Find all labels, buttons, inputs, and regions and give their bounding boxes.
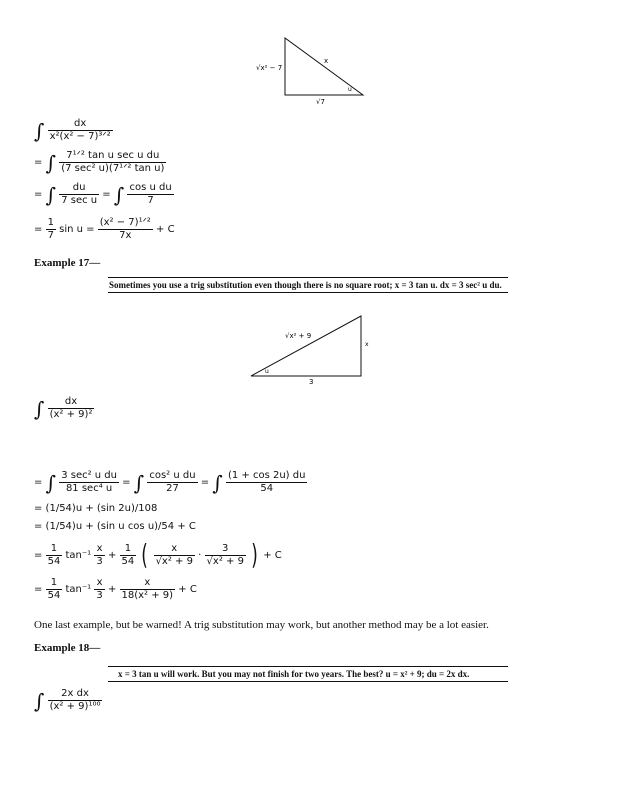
calc1-l2-den: (7 sec² u)(7¹ᐟ² tan u) bbox=[61, 163, 165, 174]
calc2-integral bbox=[34, 396, 94, 421]
example18-note-box bbox=[108, 666, 508, 682]
integral-sign: ∫ bbox=[212, 470, 223, 495]
integral-sign: ∫ bbox=[34, 396, 45, 421]
example17-note-box bbox=[108, 277, 508, 293]
calc1-l2-num: 7¹ᐟ² tan u sec u du bbox=[66, 150, 160, 161]
calc2-l4-f4-num: x bbox=[171, 542, 178, 554]
calc1-l3-den-b: 7 bbox=[127, 194, 173, 207]
example18-note-text: x = 3 tan u will work. But you may not finish for two years. The best? u = x² + 9; du = 2x dx. bbox=[118, 669, 470, 679]
integral-sign: ∫ bbox=[133, 470, 145, 495]
calc2-line5: = $\frac{1}{54}$ tan⁻¹ $\frac{x}{3}$ + $\frac{x}{\text{18(x² + 9)}}$ + C bbox=[34, 577, 197, 601]
calc2-l4-f5-num: 3 bbox=[222, 542, 229, 554]
calc1-l3-den-a: 7 sec u bbox=[61, 195, 98, 206]
calc1-l3-num-a: du bbox=[72, 182, 86, 193]
calc1-line3: = ∫ $\frac{du}{\text{7 sec u}}$ = ∫ $\frac{\text{cos u du}}{7}$ bbox=[34, 182, 172, 207]
calc2-l4-f3-den: 54 bbox=[121, 555, 135, 567]
calc1-l4-mid: sin u = bbox=[59, 224, 95, 235]
example17-note-text: Sometimes you use a trig substitution even though there is no square root; x = 3 tan u. dx = 3 sec² u du. bbox=[109, 280, 502, 290]
calc2-l5-plus: + bbox=[107, 584, 117, 595]
calc2-l5-f1-num: 1 bbox=[50, 577, 58, 588]
calc2-line1: = ∫ $\frac{\text{3 sec² u du}}{\text{81 sec⁴ u}}$ = ∫ $\frac{\text{cos² u du}}{27}$ = ∫ $\frac{(1 + \cos 2u) du}{54}$ bbox=[34, 470, 306, 495]
calc2-b-num: cos² u du bbox=[149, 470, 196, 481]
calc2-int-den: (x² + 9)² bbox=[49, 409, 93, 420]
calc1-l4-num-b: (x² − 7)¹ᐟ² bbox=[99, 217, 151, 228]
triangle1-hyp-label: x bbox=[324, 57, 329, 65]
calc1-l3-num-b: cos u du bbox=[129, 182, 172, 193]
calc2-line4: = $\frac{1}{54}$ tan⁻¹ $\frac{x}{3}$ + $\frac{1}{54}$ ( $\frac{x}{\text{√x² + 9}}$ · $\frac{3}{\text{√x² + 9}}$ ) + C bbox=[34, 538, 282, 571]
calc1-l4-den-a: 7 bbox=[47, 230, 54, 241]
calc2-l4-f1-num: 1 bbox=[50, 542, 58, 554]
calc2-l5-f2-den: 3 bbox=[96, 590, 103, 601]
integral-sign: ∫ bbox=[45, 150, 56, 175]
triangle1-bottom-label: √7 bbox=[316, 98, 325, 106]
calc2-l4-f4-den: √x² + 9 bbox=[155, 555, 193, 567]
example17-heading: Example 17— bbox=[34, 257, 101, 269]
calc2-c-num: (1 + cos 2u) du bbox=[227, 470, 306, 481]
calc2-l5-end: + C bbox=[178, 584, 197, 595]
calc2-line2: = (1/54)u + (sin 2u)/108 bbox=[34, 503, 158, 514]
integral-sign: ∫ bbox=[45, 182, 56, 207]
calc3-den: (x² + 9)¹⁰⁰ bbox=[49, 701, 101, 712]
integral-sign: ∫ bbox=[34, 688, 45, 713]
integral-sign: ∫ bbox=[113, 182, 125, 207]
calc2-b-den: 27 bbox=[147, 482, 197, 495]
calc1-line4: = $\frac{1}{7}$ sin u = $\frac{\text{(x² − 7)¹ᐟ²}}{7x}$ + C bbox=[34, 217, 175, 241]
calc1-line1 bbox=[34, 118, 113, 143]
calc2-l4-f2-num: x bbox=[96, 542, 103, 554]
calc2-l5-tan: tan⁻¹ bbox=[65, 584, 92, 595]
calc2-line3: = (1/54)u + (sin u cos u)/54 + C bbox=[34, 521, 196, 532]
calc2-l4-f5-den: √x² + 9 bbox=[206, 555, 244, 567]
triangle-diagram-1 bbox=[250, 32, 375, 107]
calc1-l4-end: + C bbox=[156, 224, 175, 235]
calc1-line2: = ∫ $\frac{\text{7¹ᐟ² tan u sec u du}}{\text{(7 sec² u)(7¹ᐟ² tan u)}}$ bbox=[34, 150, 165, 175]
calc2-l5-f3-num: x bbox=[144, 577, 151, 588]
right-paren: ) bbox=[251, 538, 258, 571]
warning-paragraph: One last example, but be warned! A trig substitution may work, but another method may be a lot easier. bbox=[34, 619, 489, 631]
left-paren: ( bbox=[141, 538, 149, 571]
calc2-c-den: 54 bbox=[226, 482, 307, 495]
calc1-l1-den: x²(x² − 7)³ᐟ² bbox=[49, 131, 111, 142]
example18-heading: Example 18— bbox=[34, 642, 101, 654]
calc2-a-den: 81 sec⁴ u bbox=[59, 482, 119, 495]
calc2-l4-end: + C bbox=[263, 549, 282, 561]
calc2-l4-f1-den: 54 bbox=[47, 555, 61, 567]
calc2-l5-f3-den: 18(x² + 9) bbox=[121, 590, 174, 601]
calc2-l4-tan: tan⁻¹ bbox=[65, 549, 92, 561]
triangle1-angle-label: u bbox=[348, 86, 352, 93]
calc1-l1-num: dx bbox=[73, 118, 87, 129]
calc2-l4-dot: · bbox=[198, 549, 202, 561]
calc3-integral bbox=[34, 688, 102, 713]
integral-sign: ∫ bbox=[34, 118, 45, 143]
triangle2-bottom-label: 3 bbox=[309, 378, 314, 386]
triangle1-left-label: √x² − 7 bbox=[256, 64, 283, 72]
triangle2-right-label: x bbox=[365, 341, 369, 348]
integral-sign: ∫ bbox=[45, 470, 56, 495]
calc2-l4-f2-den: 3 bbox=[96, 555, 103, 567]
calc2-int-num: dx bbox=[64, 396, 78, 407]
triangle2-hyp-label: √x² + 9 bbox=[285, 332, 312, 340]
triangle2-angle-label: u bbox=[265, 368, 269, 375]
calc2-l5-f1-den: 54 bbox=[47, 590, 61, 601]
calc1-l4-num-a: 1 bbox=[47, 217, 54, 228]
calc2-l4-plus: + bbox=[107, 549, 117, 561]
calc3-num: 2x dx bbox=[61, 688, 89, 699]
triangle-diagram-2 bbox=[245, 310, 375, 388]
calc2-l5-f2-num: x bbox=[96, 577, 103, 588]
calc1-l4-den-b: 7x bbox=[98, 229, 153, 242]
calc2-l4-f3-num: 1 bbox=[124, 542, 132, 554]
calc2-a-num: 3 sec² u du bbox=[61, 470, 117, 481]
